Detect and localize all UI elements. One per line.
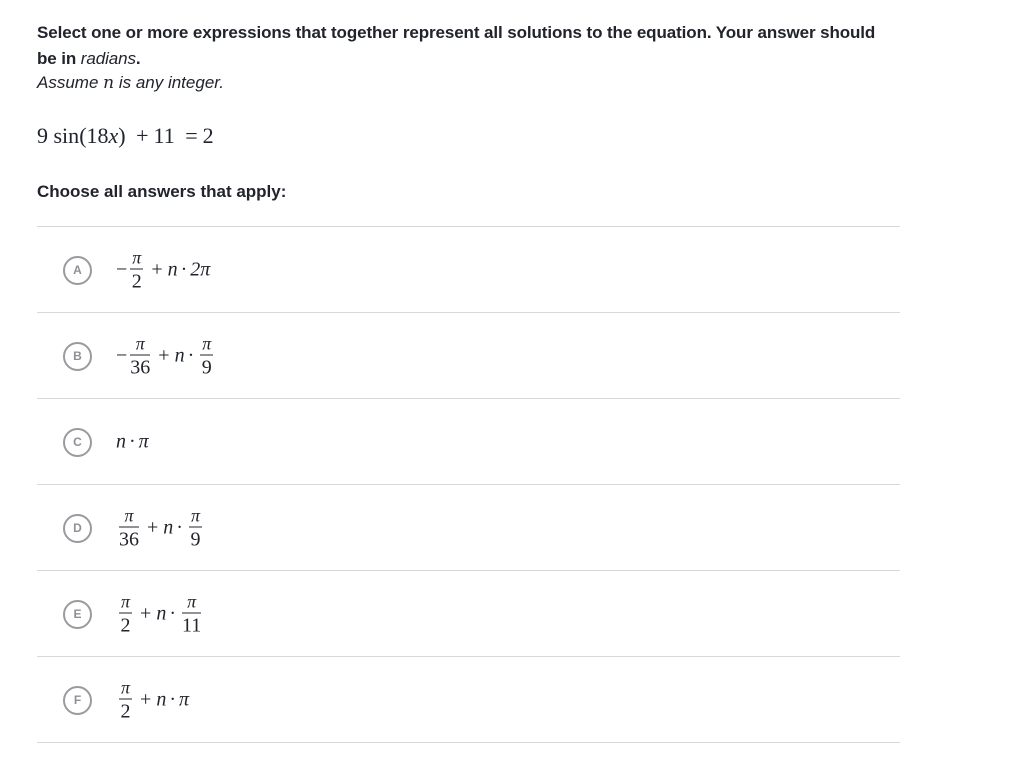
eq-open: ( — [79, 123, 87, 148]
eq-rhs: 2 — [202, 123, 214, 148]
choice-b-frac2-num: π — [202, 333, 212, 353]
choice-e-letter-circle[interactable]: E — [63, 600, 92, 629]
choice-d-frac1-den: 36 — [119, 528, 139, 550]
choice-c[interactable] — [37, 399, 900, 485]
choice-a-frac-num: π — [132, 247, 142, 267]
choice-b-fraction-1 — [130, 334, 150, 377]
assume-variable: n — [103, 73, 115, 93]
choice-f-letter-circle[interactable]: F — [63, 686, 92, 715]
choice-a-fraction — [130, 248, 143, 291]
answer-choices — [37, 226, 900, 743]
choice-e-expression — [116, 592, 204, 635]
choice-d-frac1-num: π — [124, 505, 134, 525]
choice-c-tail: π — [138, 430, 149, 452]
choice-b-sign: − — [116, 344, 128, 366]
choice-f-fraction-1 — [119, 678, 132, 721]
choice-e-frac1-den: 2 — [120, 614, 131, 636]
choice-b-n: n — [174, 344, 185, 366]
eq-arg-num: 18 — [86, 123, 109, 148]
choice-a-expression — [116, 248, 210, 291]
choice-b-frac1-num: π — [135, 333, 145, 353]
choice-f[interactable] — [37, 657, 900, 743]
choice-f-frac1-den: 2 — [120, 700, 131, 722]
choice-a-plus: + — [151, 258, 163, 280]
choice-f-n: n — [156, 688, 167, 710]
choice-f-dot: · — [169, 688, 176, 710]
choice-d[interactable] — [37, 485, 900, 571]
prompt-line-2-end: . — [135, 49, 141, 68]
choice-b-dot: · — [187, 344, 195, 366]
choice-e-dot: · — [169, 602, 176, 624]
choice-b-expression — [116, 334, 216, 377]
choice-d-expression — [116, 506, 205, 549]
eq-func: sin — [53, 123, 80, 148]
choice-f-expression — [116, 678, 189, 721]
eq-plus: + — [136, 123, 149, 148]
choice-c-letter-circle[interactable]: C — [63, 428, 92, 457]
choice-e-fraction-1 — [119, 592, 132, 635]
choice-e-frac2-num: π — [187, 591, 197, 611]
equation — [37, 123, 214, 149]
choice-e-frac1-num: π — [121, 591, 131, 611]
eq-close: ) — [118, 123, 126, 148]
choice-b-frac2-den: 9 — [201, 356, 212, 378]
choice-a-sign: − — [116, 258, 128, 280]
choice-d-plus: + — [147, 516, 159, 538]
eq-equals: = — [185, 123, 198, 148]
choice-b-frac1-den: 36 — [130, 356, 151, 378]
prompt-line-2: be in — [37, 49, 81, 68]
choice-a-tail: 2π — [190, 258, 211, 280]
choice-c-n: n — [116, 430, 126, 452]
choice-d-n: n — [163, 516, 174, 538]
choice-e-n: n — [156, 602, 167, 624]
assumption-text — [37, 70, 224, 96]
choice-f-frac1-num: π — [121, 677, 131, 697]
choice-e-plus: + — [140, 602, 152, 624]
choice-c-expression — [116, 430, 149, 453]
choice-f-tail: π — [178, 688, 190, 710]
choice-b-fraction-2 — [200, 334, 213, 377]
choice-e-fraction-2 — [182, 592, 201, 635]
choice-b-letter-circle[interactable]: B — [63, 342, 92, 371]
choice-b[interactable] — [37, 313, 900, 399]
choice-a-letter-circle[interactable]: A — [63, 256, 92, 285]
eq-arg-var: x — [108, 123, 119, 148]
choice-c-dot: · — [129, 430, 136, 452]
prompt-radians-emphasis: radians — [80, 49, 136, 68]
question-prompt — [37, 20, 907, 72]
choice-b-plus: + — [158, 344, 170, 366]
choice-a-dot: · — [180, 258, 188, 280]
choice-d-frac2-num: π — [190, 505, 200, 525]
choice-a[interactable] — [37, 227, 900, 313]
assume-prefix: Assume — [37, 73, 104, 92]
choice-e[interactable] — [37, 571, 900, 657]
choice-d-fraction-1 — [119, 506, 139, 549]
choice-d-dot: · — [176, 516, 183, 538]
eq-const: 11 — [153, 123, 175, 148]
assume-suffix: is any integer. — [114, 73, 225, 92]
choice-d-letter-circle[interactable]: D — [63, 514, 92, 543]
eq-coef: 9 — [37, 123, 48, 148]
choice-a-frac-den: 2 — [131, 270, 142, 292]
choice-f-plus: + — [140, 688, 152, 710]
choose-all-label: Choose all answers that apply: — [37, 182, 287, 201]
choice-d-fraction-2 — [189, 506, 202, 549]
choice-a-n: n — [167, 258, 178, 280]
prompt-line-1: Select one or more expressions that together represent all solutions to the equation. Your answer should — [37, 23, 876, 42]
choice-e-frac2-den: 11 — [181, 614, 202, 636]
choice-d-frac2-den: 9 — [190, 528, 201, 550]
